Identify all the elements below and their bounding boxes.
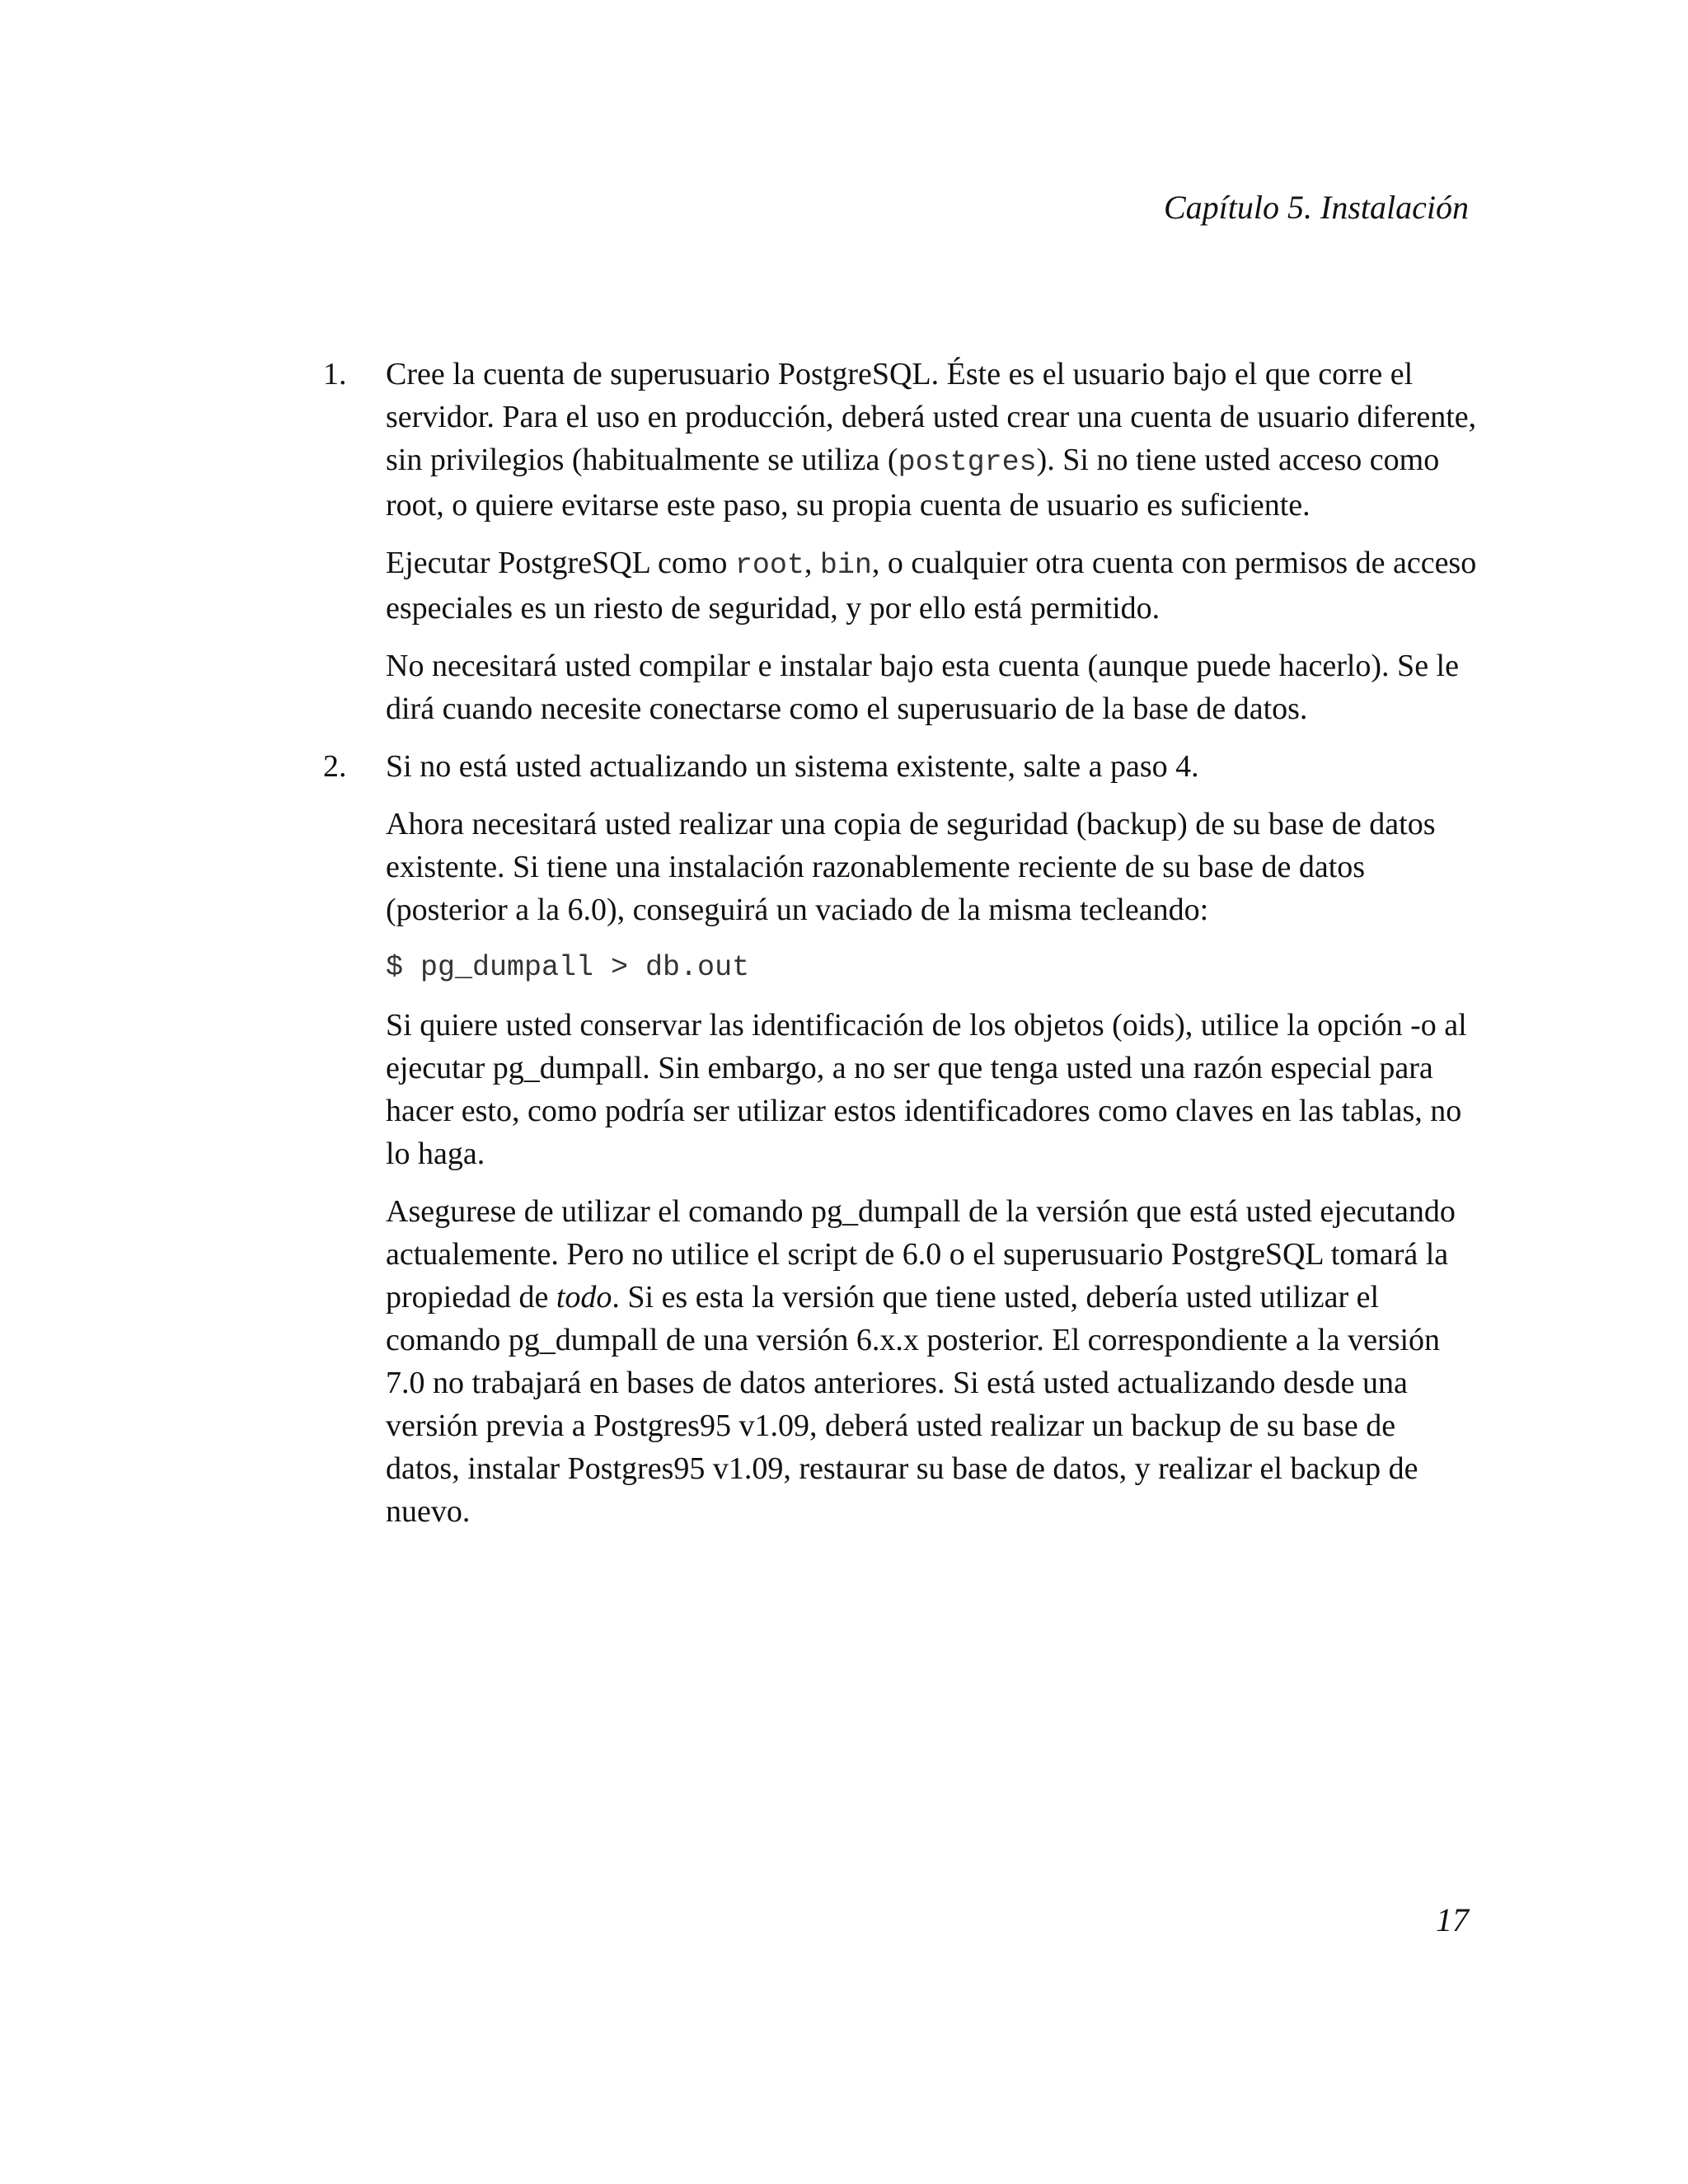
running-header: Capítulo 5. Instalación: [1164, 189, 1469, 226]
text-run: Cree la cuenta de superusuario PostgreSQL. Éste es el usuario bajo el que corre el servidor. Para el uso en producción, deberá usted crear una cuenta de usuario diferente, sin privilegios (habitualmente se utiliza (: [386, 357, 1477, 477]
step-2-paragraph-1: Si no está usted actualizando un sistema existente, salte a paso 4.: [386, 749, 1199, 784]
step-2-paragraph-4: [386, 1190, 1477, 1533]
text-run: Ejecutar PostgreSQL como: [386, 546, 735, 580]
inline-code-bin: bin: [819, 549, 872, 582]
step-1-paragraph-1: [386, 353, 1477, 527]
step-number: 1.: [323, 357, 347, 391]
page-number: 17: [1436, 1901, 1469, 1938]
step-1: [323, 353, 1477, 730]
step-1-paragraph-2: [386, 541, 1477, 630]
step-2-paragraph-3: Si quiere usted conservar las identificación de los objetos (oids), utilice la opción -o al ejecutar pg_dumpall. Sin embargo, a no ser que tenga usted una razón especial para hacer esto, como podría ser utilizar estos identificadores como claves en las tablas, no lo haga.: [386, 1008, 1467, 1171]
step-2-paragraph-2: Ahora necesitará usted realizar una copia de seguridad (backup) de su base de datos existente. Si tiene una instalación razonablemente reciente de su base de datos (posterior a la 6.0), conseguirá un vaciado de la misma tecleando:: [386, 807, 1436, 927]
text-run: Asegurese de utilizar el comando pg_dumpall de la versión que está usted ejecutando actualemente. Pero no utilice el script de 6.0 o el superusuario PostgreSQL tomará la propiedad de: [386, 1194, 1456, 1315]
emphasis-todo: todo: [556, 1280, 612, 1315]
text-run: ). Si no tiene usted acceso como root, o quiere evitarse este paso, su propia cuenta de usuario es suficiente.: [386, 443, 1440, 523]
step-2: [323, 745, 1477, 1533]
inline-code-postgres: postgres: [898, 446, 1037, 479]
step-number: 2.: [323, 749, 347, 784]
inline-code-root: root: [734, 549, 804, 582]
text-run: . Si es esta la versión que tiene usted, debería usted utilizar el comando pg_dumpall de una versión 6.x.x posterior. El correspondiente a la versión 7.0 no trabajará en bases de datos anteriores. Si está usted actualizando desde una versión previa a Postgres95 v1.09, deberá usted realizar un backup de su base de datos, instalar Postgres95 v1.09, restaurar su base de datos, y realizar el backup de nuevo.: [386, 1280, 1441, 1529]
text-run: , o cualquier otra cuenta con permisos de acceso especiales es un riesto de seguridad, y por ello está permitido.: [386, 546, 1477, 626]
text-run: ,: [804, 546, 820, 580]
step-1-paragraph-3: No necesitará usted compilar e instalar bajo esta cuenta (aunque puede hacerlo). Se le dirá cuando necesite conectarse como el superusuario de la base de datos.: [386, 649, 1459, 726]
code-block: $ pg_dumpall > db.out: [386, 951, 750, 984]
page-content: [323, 353, 1477, 1548]
